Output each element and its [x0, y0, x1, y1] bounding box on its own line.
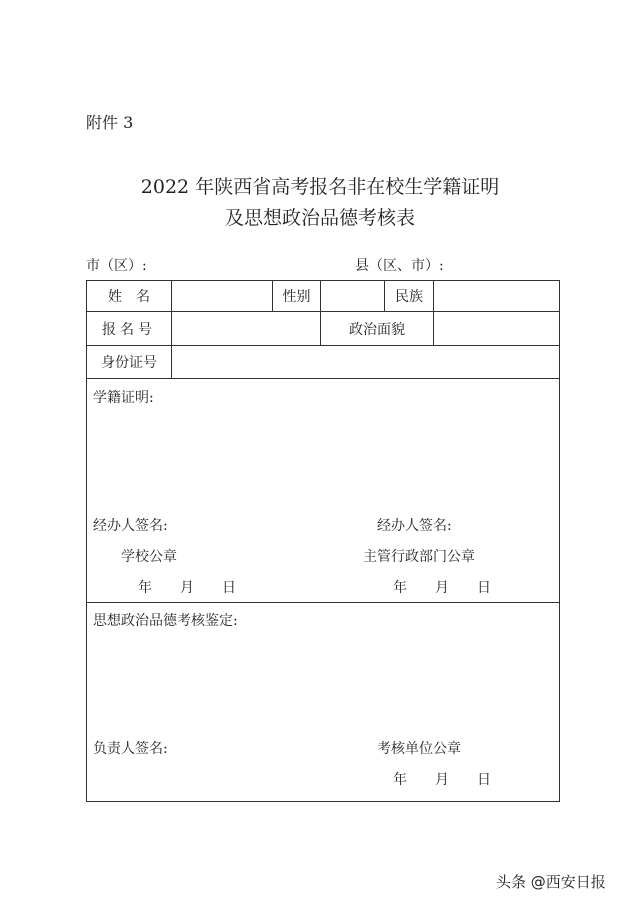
right-date-label: 年 月 日 — [393, 580, 491, 596]
id-number-field[interactable] — [172, 346, 559, 378]
ethnicity-field[interactable] — [434, 281, 559, 311]
city-district-label: 市（区）: — [86, 258, 147, 274]
row-divider — [87, 378, 559, 379]
ethnicity-label: 民族 — [395, 289, 423, 305]
evaluation-unit-seal-label: 考核单位公章 — [377, 741, 461, 757]
right-handler-signature-label: 经办人签名: — [377, 518, 452, 534]
left-date-label: 年 月 日 — [138, 580, 236, 596]
registration-number-label: 报名号 — [102, 321, 156, 338]
section-divider — [87, 602, 559, 603]
document-title-line-1: 2022 年陕西省高考报名非在校生学籍证明 — [140, 176, 500, 198]
enrollment-proof-heading: 学籍证明: — [93, 390, 154, 406]
gender-label: 性别 — [282, 289, 311, 305]
registration-form-table — [86, 280, 560, 802]
registration-number-field[interactable] — [172, 312, 320, 345]
left-handler-signature-label: 经办人签名: — [93, 518, 168, 534]
political-status-label: 政治面貌 — [349, 321, 405, 338]
education-authority-seal-label: 主管行政部门公章 — [363, 549, 475, 565]
gender-field[interactable] — [321, 281, 384, 311]
evaluation-date-label: 年 月 日 — [393, 772, 491, 788]
school-seal-label: 学校公章 — [121, 549, 177, 565]
moral-evaluation-heading: 思想政治品德考核鉴定: — [93, 613, 238, 629]
county-district-label: 县（区、市）: — [355, 258, 444, 274]
responsible-person-signature-label: 负责人签名: — [93, 741, 168, 757]
name-label: 姓 名 — [108, 289, 150, 305]
document-title-line-2: 及思想政治品德考核表 — [224, 207, 415, 229]
attachment-label: 附件 3 — [86, 113, 134, 132]
id-number-label: 身份证号 — [101, 355, 157, 371]
name-field[interactable] — [172, 281, 272, 311]
source-watermark: 头条 @西安日报 — [496, 873, 606, 891]
political-status-field[interactable] — [434, 312, 559, 345]
